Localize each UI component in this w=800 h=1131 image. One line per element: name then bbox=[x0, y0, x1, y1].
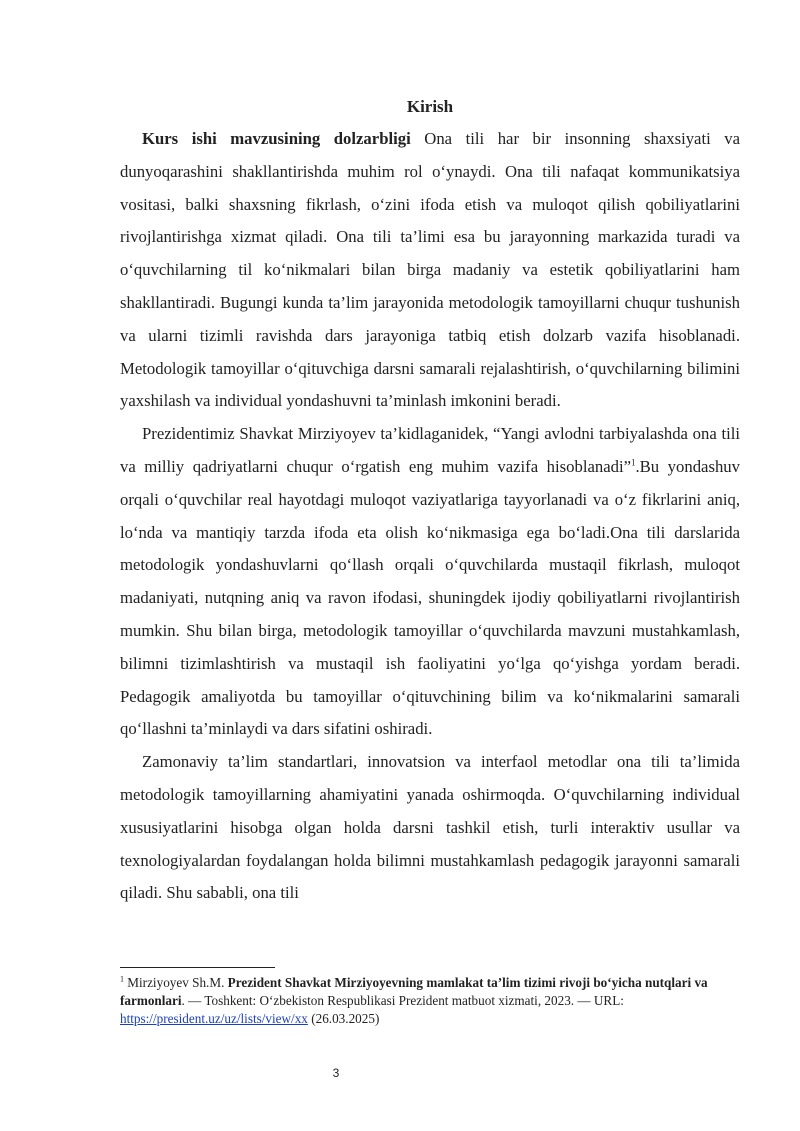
footnote-separator bbox=[120, 967, 275, 968]
section-title: Kirish bbox=[406, 97, 454, 116]
paragraph-modern-standards bbox=[120, 746, 740, 910]
footnote-publisher: . — Toshkent: O‘zbekiston Respublikasi Prezident matbuot xizmati, 2023. — URL: bbox=[181, 993, 624, 1008]
footnote-title: Prezident Shavkat Mirziyoyevning mamlakat ta’lim tizimi rivoji bo‘yicha nutqlari va farmonlari bbox=[120, 975, 708, 1008]
paragraph-relevance bbox=[120, 123, 740, 418]
paragraph-text: Zamonaviy ta’lim standartlari, innovatsion va interfaol metodlar ona tili ta’limida metodologik tamoyillarning ahamiyatini yanada oshirmoqda. O‘quvchilarning individual xususiyatlarini hisobga olgan holda darsni tashkil etish, turli interaktiv usullar va texnologiyalardan foydalangan holda bilimni mustahkamlash pedagogik jarayonni samarali qiladi. Shu sababli, ona tili bbox=[120, 752, 740, 903]
footnote-url-link[interactable]: https://president.uz/uz/lists/view/xx bbox=[120, 1011, 308, 1026]
footnote-reference[interactable]: 1 bbox=[631, 457, 636, 468]
footnote-date: (26.03.2025) bbox=[307, 1011, 380, 1026]
paragraph-text-after: .Bu yondashuv orqali o‘quvchilar real hayotdagi muloqot vaziyatlariga tayyorlanadi va o‘z fikrlarini aniq, lo‘nda va mantiqiy tarzda ifoda eta olish ko‘nikmasiga ega bo‘ladi.Ona tili darslarida metodologik yondashuvlarni qo‘llash orqali o‘quvchilarda mustaqil fikrlash, muloqot madaniyati, nutqning aniq va ravon ifodasi, shuningdek ijodiy qobiliyatlarni rivojlantirish mumkin. Shu bilan birga, metodologik tamoyillar o‘quvchilarda mavzuni mustahkamlash, bilimni tizimlashtirish va mustaqil ish faoliyatini yo‘lga qo‘yishga yordam beradi. Pedagogik amaliyotda bu tamoyillar o‘qituvchining bilim va ko‘nikmalarini samarali qo‘llashni ta’minlaydi va dars sifatini oshiradi. bbox=[120, 456, 740, 739]
footnote-author: Mirziyoyev Sh.M. bbox=[124, 975, 228, 990]
paragraph-text-before: Prezidentimiz Shavkat Mirziyoyev ta’kidlaganidek, “Yangi avlodni tarbiyalashda ona tili va milliy qadriyatlarni chuqur o‘rgatish eng muhim vazifa hisoblanadi” bbox=[120, 424, 740, 476]
paragraph-lead: Kurs ishi mavzusining dolzarbligi bbox=[142, 129, 411, 148]
paragraph-president-quote bbox=[120, 418, 740, 746]
page-number: 3 bbox=[332, 1066, 340, 1080]
footnote bbox=[120, 974, 740, 1028]
paragraph-text: Ona tili har bir insonning shaxsiyati va dunyoqarashini shakllantirishda muhim rol o‘ynaydi. Ona tili nafaqat kommunikatsiya vositasi, balki shaxsning fikrlash, o‘zini ifoda etish va muloqot qilish qobiliyatlarini rivojlantirishga xizmat qiladi. Ona tili ta’limi esa bu jarayonning markazida turadi va o‘quvchilarning til ko‘nikmalari bilan birga madaniy va estetik qobiliyatlarini ham shakllantiradi. Bugungi kunda ta’lim jarayonida metodologik tamoyillarni chuqur tushunish va ularni tizimli ravishda dars jarayoniga tatbiq etish dolzarb vazifa hisoblanadi. Metodologik tamoyillar o‘qituvchiga darsni samarali rejalashtirish, o‘quvchilarning bilimini yaxshilash va individual yondashuvni ta’minlash imkonini beradi. bbox=[120, 129, 741, 411]
footnote-number: 1 bbox=[120, 974, 124, 984]
document-body bbox=[120, 95, 740, 910]
